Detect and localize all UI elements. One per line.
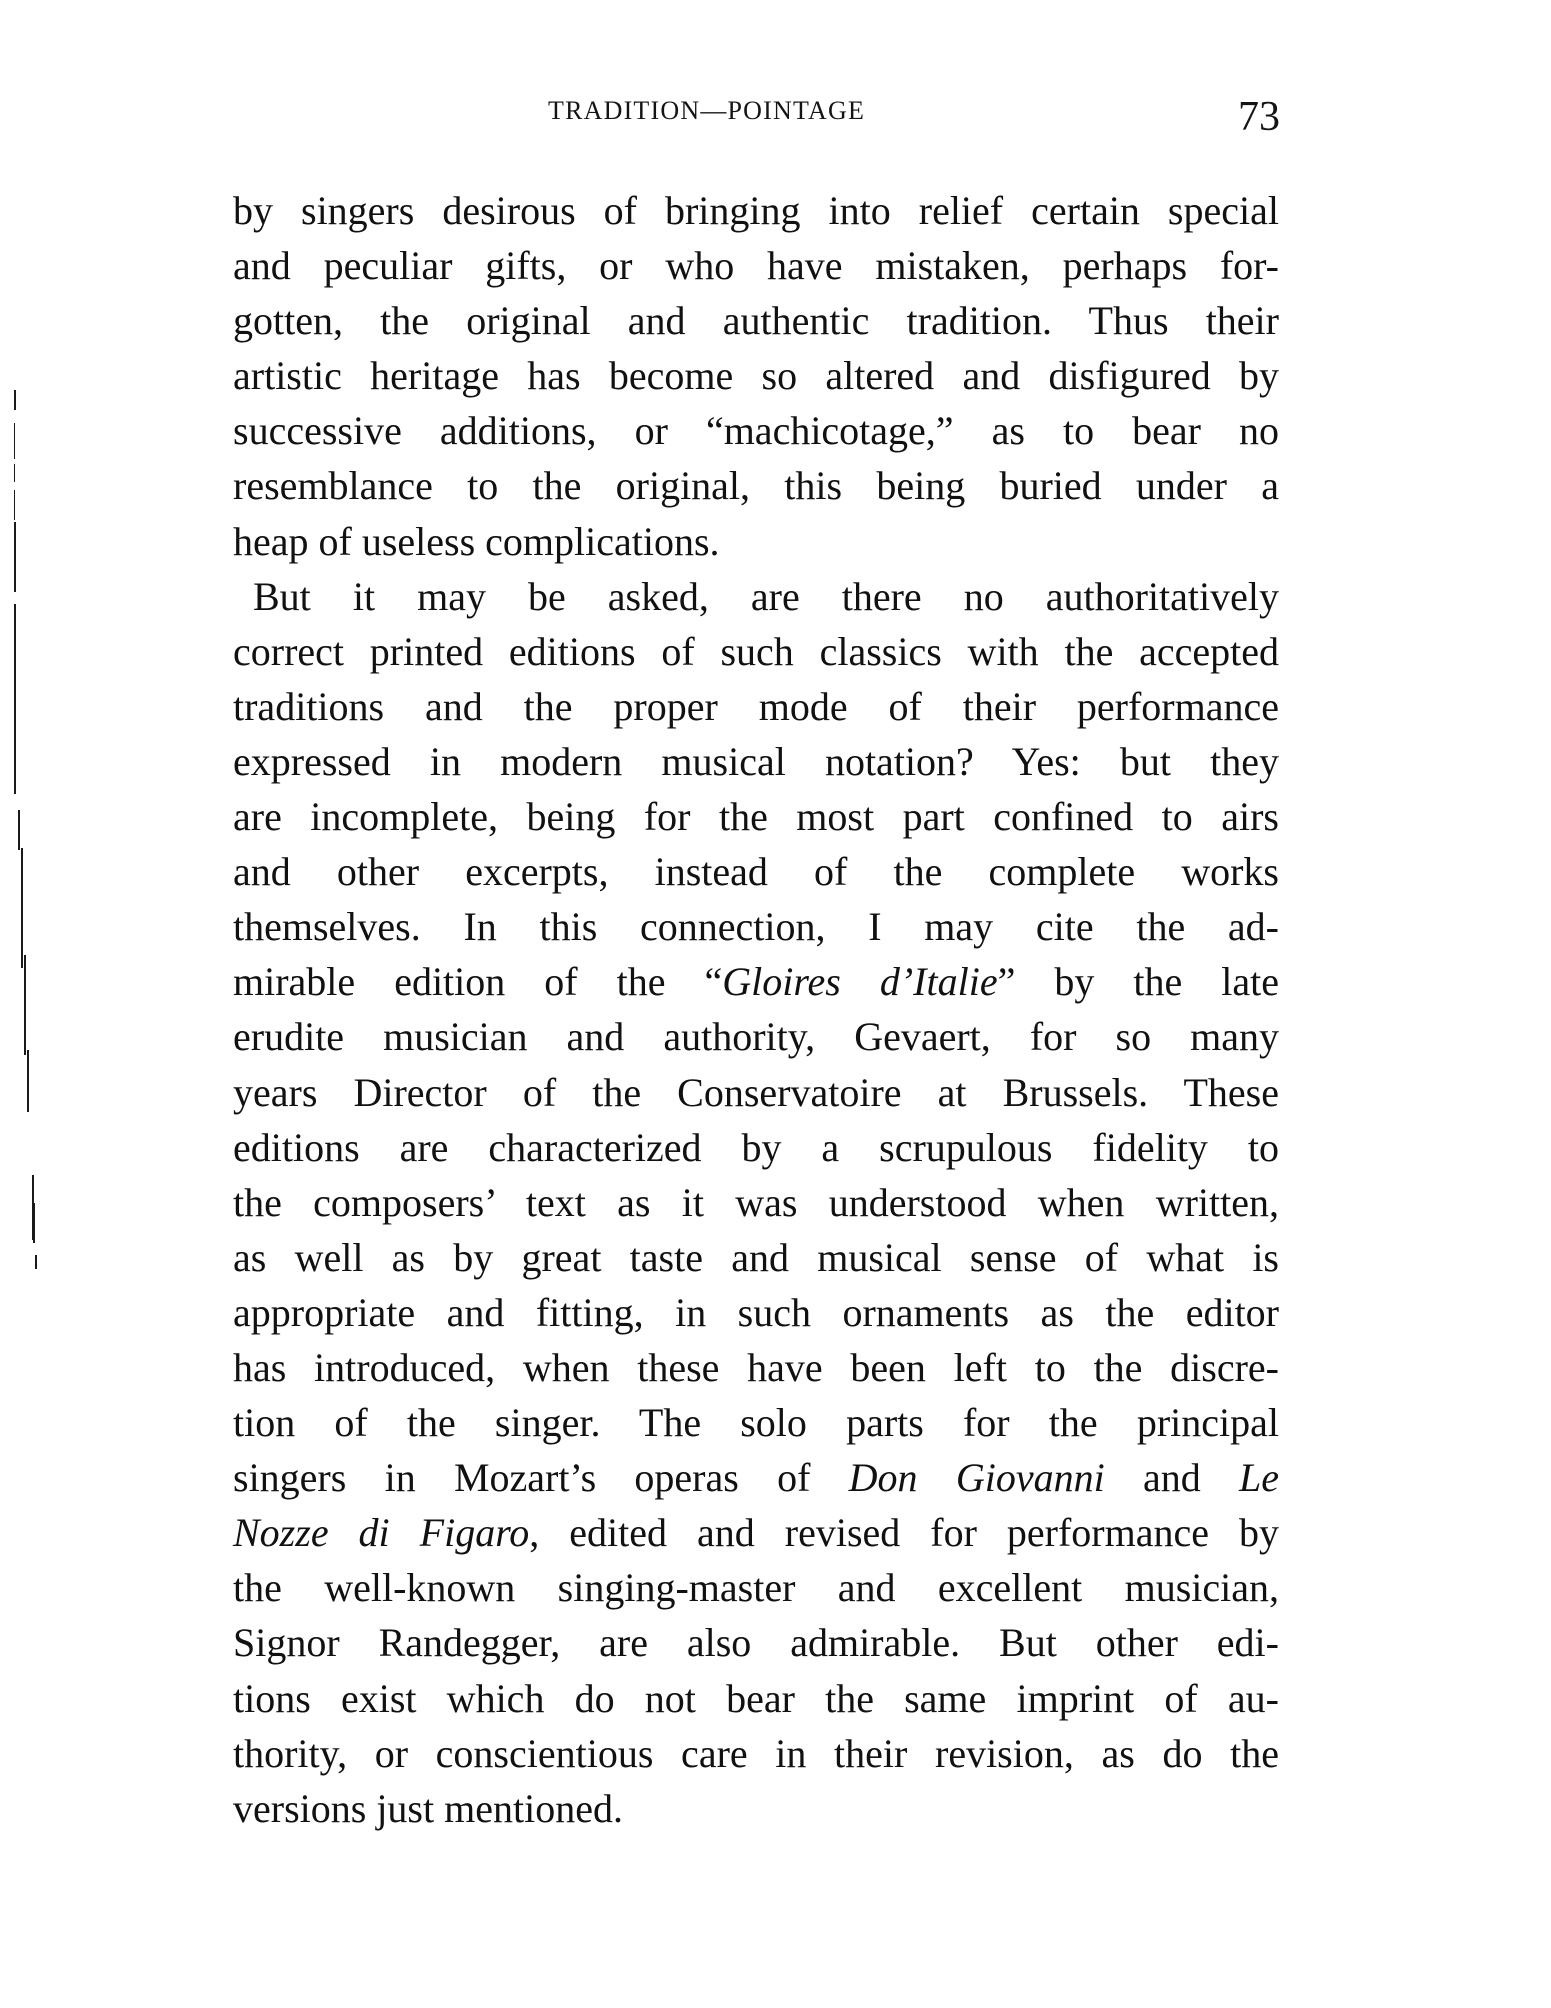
running-header-title: TRADITION—POINTAGE [548,96,866,125]
text-run: , edited and revised for performance by [529,1510,1279,1556]
text-line: are incomplete, being for the most part confined to airs [233,794,1279,840]
text-run: mirable edition of the “ [233,959,723,1005]
text-line: as well as by great taste and musical sense of what is [233,1234,1279,1280]
paragraph [233,569,1279,1836]
text-line: has introduced, when these have been left to the discre- [233,1344,1279,1390]
text-line: years Director of the Conservatoire at Brussels. These [233,1069,1279,1115]
text-line: erudite musician and authority, Gevaert, for so many [233,1014,1279,1060]
text-line: versions just mentioned. [233,1785,623,1831]
text-line: heap of useless complications. [233,518,720,564]
text-line: editions are characterized by a scrupulous fidelity to [233,1124,1279,1170]
text-line: appropriate and fitting, in such ornaments as the editor [233,1289,1279,1335]
margin-scan-mark [35,1255,37,1269]
text-line: But it may be asked, are there no authoritatively [253,573,1279,619]
text-line: tion of the singer. The solo parts for the principal [233,1400,1279,1446]
text-run: singers in Mozart’s operas of [233,1455,849,1501]
italic-title: Gloires d’Italie [722,959,998,1005]
text-line: and peculiar gifts, or who have mistaken, perhaps for- [233,243,1279,289]
italic-title: Nozze di Figaro [233,1510,530,1556]
margin-scan-mark [21,848,23,968]
text-line: traditions and the proper mode of their performance [233,683,1279,729]
text-line: correct printed editions of such classics with the accepted [233,628,1279,674]
text-line: themselves. In this connection, I may cite the ad- [233,904,1279,950]
text-line: the well-known singing-master and excellent musician, [233,1565,1279,1611]
italic-title: Don Giovanni [848,1455,1105,1501]
text-line: by singers desirous of bringing into relief certain special [233,188,1279,233]
text-line: the composers’ text as it was understood when written, [233,1179,1279,1225]
text-line: and other excerpts, instead of the complete works [233,849,1279,895]
text-line-with-italic [233,1450,1279,1505]
text-line: resemblance to the original, this being buried under a [233,463,1279,509]
margin-scan-mark [14,464,15,482]
body-text [233,183,1279,1836]
page-number: 73 [1238,94,1280,140]
margin-scan-mark [14,522,16,592]
text-run: ” by the late [997,959,1280,1005]
text-line: artistic heritage has become so altered and disfigured by [233,353,1279,399]
text-line-with-italic [233,1505,1279,1560]
text-line: expressed in modern musical notation? Yes: but they [233,738,1279,784]
margin-scan-mark [33,1203,35,1243]
margin-scan-mark [14,390,16,410]
text-line: thority, or conscientious care in their revision, as do the [233,1730,1279,1776]
margin-scan-mark [14,604,16,794]
paragraph [233,183,1279,569]
text-line: tions exist which do not bear the same imprint of au- [233,1675,1279,1721]
margin-scan-mark [14,423,15,459]
margin-scan-mark [14,490,15,520]
margin-scan-mark [27,1050,29,1112]
text-line: Signor Randegger, are also admirable. But other edi- [233,1620,1279,1666]
margin-scan-mark [18,810,20,850]
text-line: gotten, the original and authentic tradition. Thus their [233,298,1279,344]
italic-title: Le [1239,1455,1279,1501]
text-line: successive additions, or “machicotage,” as to bear no [233,408,1279,454]
margin-scan-mark [24,955,26,1055]
text-run: and [1104,1455,1239,1501]
text-line-with-italic [233,954,1279,1009]
